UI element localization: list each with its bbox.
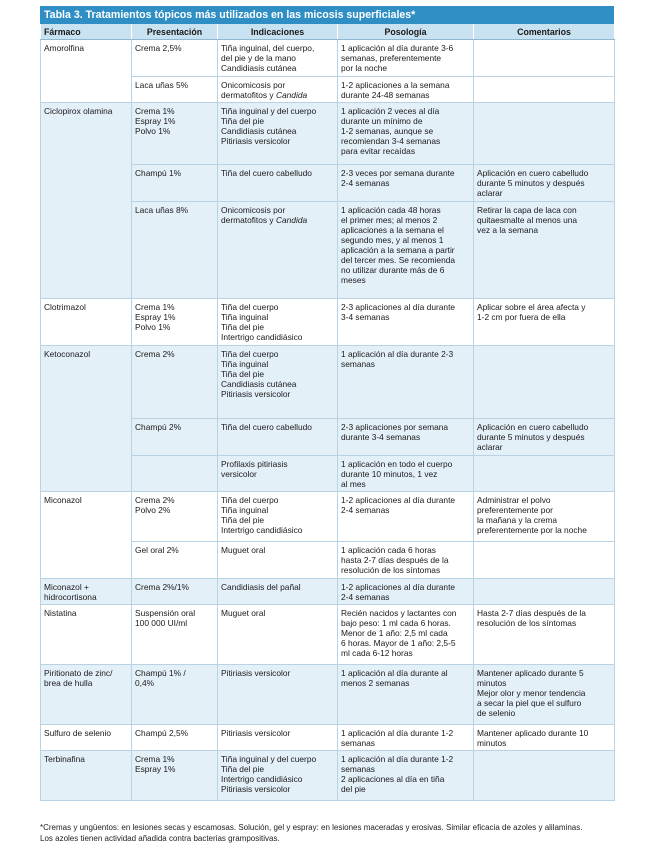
cell-drug bbox=[41, 725, 132, 751]
cell-indications bbox=[218, 605, 338, 665]
table-row bbox=[41, 346, 615, 419]
cell-line: Amorolfina bbox=[44, 43, 85, 53]
cell-presentation bbox=[132, 299, 218, 346]
cell-line: Piritionato de zinc/ bbox=[44, 668, 113, 678]
cell-drug bbox=[41, 751, 132, 801]
cell-line: durante 5 minutos y después bbox=[477, 178, 585, 188]
cell-indications bbox=[218, 40, 338, 77]
cell-line: Miconazol + bbox=[44, 582, 89, 592]
cell-line: 1-2 aplicaciones al día durante bbox=[341, 582, 456, 592]
cell-line: 3-4 semanas bbox=[341, 312, 390, 322]
cell-line: Pitiriasis versicolor bbox=[221, 668, 291, 678]
cell-line: Tiña del pie bbox=[221, 322, 264, 332]
cell-line: minutos bbox=[477, 678, 507, 688]
cell-line: Crema 2% bbox=[135, 349, 175, 359]
cell-line: Crema 2%/1% bbox=[135, 582, 189, 592]
cell-line: durante 10 minutos, 1 vez bbox=[341, 469, 438, 479]
cell-dosage bbox=[338, 77, 474, 103]
cell-line: Recién nacidos y lactantes con bbox=[341, 608, 457, 618]
cell-line: Ketoconazol bbox=[44, 349, 91, 359]
cell-comments bbox=[474, 40, 615, 77]
cell-line: Champú 1% bbox=[135, 168, 182, 178]
cell-line: aclarar bbox=[477, 188, 503, 198]
cell-presentation bbox=[132, 419, 218, 456]
cell-line: no utilizar durante más de 6 bbox=[341, 265, 445, 275]
cell-line: para evitar recaídas bbox=[341, 146, 416, 156]
cell-line: Tiña del pie bbox=[221, 764, 264, 774]
cell-presentation bbox=[132, 542, 218, 579]
cell-line: 1-2 aplicaciones a la semana bbox=[341, 80, 450, 90]
cell-dosage bbox=[338, 419, 474, 456]
cell-line: del pie bbox=[341, 784, 366, 794]
cell-comments bbox=[474, 492, 615, 542]
cell-line: Tiña del pie bbox=[221, 369, 264, 379]
cell-line: Tiña del cuerpo bbox=[221, 302, 279, 312]
cell-italic: Candida bbox=[275, 90, 308, 100]
cell-comments bbox=[474, 542, 615, 579]
cell-line: aplicación a la semana a partir bbox=[341, 245, 455, 255]
cell-line: semanas, preferentemente bbox=[341, 53, 442, 63]
cell-line: 1-2 semanas, aunque se bbox=[341, 126, 434, 136]
cell-drug bbox=[41, 103, 132, 299]
cell-comments bbox=[474, 605, 615, 665]
cell-line: bajo peso: 1 ml cada 6 horas. bbox=[341, 618, 451, 628]
cell-line: Aplicación en cuero cabelludo bbox=[477, 168, 589, 178]
cell-dosage bbox=[338, 605, 474, 665]
cell-line: Nistatina bbox=[44, 608, 77, 618]
cell-line: 1 aplicación al día durante 2-3 bbox=[341, 349, 454, 359]
cell-line: Crema 1% bbox=[135, 106, 175, 116]
cell-line: Miconazol bbox=[44, 495, 82, 505]
cell-line: al mes bbox=[341, 479, 366, 489]
table-title: Tabla 3. Tratamientos tópicos más utilizados en las micosis superficiales* bbox=[40, 6, 614, 24]
cell-line: Candidiasis cutánea bbox=[221, 379, 297, 389]
cell-line: del tercer mes. Se recomienda bbox=[341, 255, 456, 265]
cell-line: Tiña del cuerpo bbox=[221, 495, 279, 505]
cell-line: la mañana y la crema bbox=[477, 515, 558, 525]
cell-line: 1-2 cm por fuera de ella bbox=[477, 312, 566, 322]
footnote bbox=[40, 822, 620, 844]
cell-line: Candidiasis del pañal bbox=[221, 582, 301, 592]
cell-presentation bbox=[132, 725, 218, 751]
cell-indications bbox=[218, 77, 338, 103]
cell-line: 1 aplicación al día durante al bbox=[341, 668, 448, 678]
cell-line: Espray 1% bbox=[135, 312, 176, 322]
cell-dosage bbox=[338, 725, 474, 751]
cell-line: durante un mínimo de bbox=[341, 116, 423, 126]
header-comments: Comentarios bbox=[474, 24, 615, 40]
cell-line: 1 aplicación al día durante 1-2 bbox=[341, 728, 454, 738]
cell-line: Pitiriasis versicolor bbox=[221, 784, 291, 794]
cell-line: 2-3 aplicaciones por semana bbox=[341, 422, 449, 432]
cell-dosage bbox=[338, 40, 474, 77]
cell-presentation bbox=[132, 77, 218, 103]
table-row bbox=[41, 299, 615, 346]
cell-line: 1 aplicación 2 veces al día bbox=[341, 106, 440, 116]
cell-line: semanas bbox=[341, 738, 375, 748]
cell-line: Sulfuro de selenio bbox=[44, 728, 112, 738]
cell-line: Polvo 1% bbox=[135, 322, 171, 332]
cell-dosage bbox=[338, 202, 474, 299]
cell-drug bbox=[41, 492, 132, 579]
cell-line: 2-4 semanas bbox=[341, 178, 390, 188]
cell-line: Mantener aplicado durante 10 bbox=[477, 728, 589, 738]
cell-comments bbox=[474, 725, 615, 751]
cell-dosage bbox=[338, 492, 474, 542]
cell-line: dermatofitos y Candida bbox=[221, 90, 308, 100]
cell-line: Tiña del pie bbox=[221, 116, 264, 126]
cell-line: Suspensión oral bbox=[135, 608, 196, 618]
cell-dosage bbox=[338, 346, 474, 419]
cell-line: 1 aplicación al día durante 3-6 bbox=[341, 43, 454, 53]
cell-line: del pie y de la mano bbox=[221, 53, 296, 63]
table-row bbox=[41, 40, 615, 77]
cell-drug bbox=[41, 579, 132, 605]
cell-drug bbox=[41, 346, 132, 492]
cell-line: 1-2 aplicaciones al día durante bbox=[341, 495, 456, 505]
cell-line: Tiña inguinal bbox=[221, 312, 269, 322]
cell-line: Gel oral 2% bbox=[135, 545, 179, 555]
cell-line: Onicomicosis por bbox=[221, 205, 286, 215]
cell-presentation bbox=[132, 492, 218, 542]
cell-line: Muguet oral bbox=[221, 608, 266, 618]
cell-comments bbox=[474, 77, 615, 103]
cell-line: Candidiasis cutánea bbox=[221, 126, 297, 136]
cell-drug bbox=[41, 40, 132, 103]
footnote-line: *Cremas y ungüentos: en lesiones secas y escamosas. Solución, gel y espray: en lesiones maceradas y erosivas. Similar eficacia de azoles y alilaminas. bbox=[40, 823, 583, 832]
cell-line: 2 aplicaciones al día en tiña bbox=[341, 774, 445, 784]
treatments-table bbox=[40, 24, 615, 801]
cell-indications bbox=[218, 299, 338, 346]
cell-comments bbox=[474, 346, 615, 419]
cell-dosage bbox=[338, 456, 474, 492]
cell-line: Tiña inguinal y del cuerpo bbox=[221, 754, 317, 764]
table-row bbox=[41, 725, 615, 751]
cell-indications bbox=[218, 456, 338, 492]
cell-indications bbox=[218, 103, 338, 165]
cell-line: 2-3 aplicaciones al día durante bbox=[341, 302, 456, 312]
cell-line: recomiendan 3-4 semanas bbox=[341, 136, 441, 146]
cell-line: 1 aplicación cada 6 horas bbox=[341, 545, 436, 555]
cell-line: Mejor olor y menor tendencia bbox=[477, 688, 586, 698]
cell-comments bbox=[474, 419, 615, 456]
cell-line: 0,4% bbox=[135, 678, 155, 688]
cell-drug bbox=[41, 299, 132, 346]
cell-line: 2-4 semanas bbox=[341, 592, 390, 602]
cell-line: Administrar el polvo bbox=[477, 495, 551, 505]
cell-line: 100 000 UI/ml bbox=[135, 618, 188, 628]
cell-line: Aplicación en cuero cabelludo bbox=[477, 422, 589, 432]
table-row bbox=[41, 665, 615, 725]
cell-line: semanas bbox=[341, 359, 375, 369]
cell-line: Aplicar sobre el área afecta y bbox=[477, 302, 586, 312]
cell-line: durante 24-48 semanas bbox=[341, 90, 430, 100]
cell-line: Retirar la capa de laca con bbox=[477, 205, 577, 215]
cell-line: aplicaciones a la semana el bbox=[341, 225, 444, 235]
cell-line: Crema 2,5% bbox=[135, 43, 182, 53]
cell-presentation bbox=[132, 202, 218, 299]
cell-dosage bbox=[338, 751, 474, 801]
cell-indications bbox=[218, 725, 338, 751]
table-row bbox=[41, 492, 615, 542]
cell-presentation bbox=[132, 346, 218, 419]
cell-line: 1 aplicación al día durante 1-2 bbox=[341, 754, 454, 764]
header-dosage: Posología bbox=[338, 24, 474, 40]
cell-line: Tiña inguinal bbox=[221, 359, 269, 369]
cell-line: Pitiriasis versicolor bbox=[221, 136, 291, 146]
cell-presentation bbox=[132, 579, 218, 605]
cell-line: durante 3-4 semanas bbox=[341, 432, 421, 442]
cell-line: 2-4 semanas bbox=[341, 505, 390, 515]
cell-drug bbox=[41, 605, 132, 665]
cell-line: resolución de los síntomas bbox=[477, 618, 577, 628]
cell-line: preferentemente por bbox=[477, 505, 553, 515]
cell-line: Intertrigo candidiásico bbox=[221, 774, 303, 784]
table-header-row bbox=[41, 24, 615, 40]
header-indications: Indicaciones bbox=[218, 24, 338, 40]
cell-line: vez a la semana bbox=[477, 225, 538, 235]
cell-indications bbox=[218, 665, 338, 725]
cell-line: preferentemente por la noche bbox=[477, 525, 587, 535]
cell-line: semanas bbox=[341, 764, 375, 774]
cell-line: Champú 1% / bbox=[135, 668, 186, 678]
cell-presentation bbox=[132, 456, 218, 492]
cell-drug bbox=[41, 665, 132, 725]
cell-line: aclarar bbox=[477, 442, 503, 452]
cell-line: Tiña del cuerpo bbox=[221, 349, 279, 359]
header-presentation: Presentación bbox=[132, 24, 218, 40]
cell-comments bbox=[474, 579, 615, 605]
cell-line: Crema 1% bbox=[135, 754, 175, 764]
cell-line: Tiña inguinal, del cuerpo, bbox=[221, 43, 315, 53]
cell-presentation bbox=[132, 103, 218, 165]
cell-dosage bbox=[338, 103, 474, 165]
cell-comments bbox=[474, 665, 615, 725]
cell-line: Tiña inguinal y del cuerpo bbox=[221, 106, 317, 116]
cell-line: a secar la piel que el sulfuro bbox=[477, 698, 582, 708]
cell-line: el primer mes; al menos 2 bbox=[341, 215, 438, 225]
cell-line: Pitiriasis versicolor bbox=[221, 389, 291, 399]
cell-indications bbox=[218, 492, 338, 542]
table-row bbox=[41, 751, 615, 801]
cell-line: Tiña del pie bbox=[221, 515, 264, 525]
cell-comments bbox=[474, 299, 615, 346]
cell-line: hasta 2-7 días después de la bbox=[341, 555, 449, 565]
cell-line: quitaesmalte al menos una bbox=[477, 215, 578, 225]
cell-indications bbox=[218, 419, 338, 456]
cell-line: Profilaxis pitiriasis bbox=[221, 459, 288, 469]
cell-presentation bbox=[132, 40, 218, 77]
table-row bbox=[41, 605, 615, 665]
cell-line: Tiña inguinal bbox=[221, 505, 269, 515]
cell-dosage bbox=[338, 165, 474, 202]
cell-presentation bbox=[132, 665, 218, 725]
cell-line: Champú 2,5% bbox=[135, 728, 189, 738]
cell-line: 1 aplicación cada 48 horas bbox=[341, 205, 441, 215]
cell-line: 2-3 veces por semana durante bbox=[341, 168, 455, 178]
cell-line: brea de hulla bbox=[44, 678, 93, 688]
cell-comments bbox=[474, 456, 615, 492]
cell-line: durante 5 minutos y después bbox=[477, 432, 585, 442]
cell-line: Crema 2% bbox=[135, 495, 175, 505]
cell-indications bbox=[218, 165, 338, 202]
cell-dosage bbox=[338, 299, 474, 346]
cell-line: Espray 1% bbox=[135, 116, 176, 126]
cell-line: 6 horas. Mayor de 1 año: 2,5-5 bbox=[341, 638, 456, 648]
cell-line: meses bbox=[341, 275, 366, 285]
footnote-line: Los azoles tienen actividad añadida contra bacterias grampositivas. bbox=[40, 834, 280, 843]
cell-line: Laca uñas 5% bbox=[135, 80, 189, 90]
cell-dosage bbox=[338, 665, 474, 725]
cell-line: Polvo 2% bbox=[135, 505, 171, 515]
table-row bbox=[41, 103, 615, 165]
cell-line: Onicomicosis por bbox=[221, 80, 286, 90]
cell-line: Tiña del cuero cabelludo bbox=[221, 422, 312, 432]
cell-line: Hasta 2-7 días después de la bbox=[477, 608, 586, 618]
header-drug: Fármaco bbox=[41, 24, 132, 40]
cell-line: Candidiasis cutánea bbox=[221, 63, 297, 73]
cell-indications bbox=[218, 751, 338, 801]
cell-line: ml cada 6-12 horas bbox=[341, 648, 413, 658]
table-body bbox=[41, 40, 615, 801]
cell-line: Intertrigo candidiásico bbox=[221, 332, 303, 342]
cell-line: Pitiriasis versicolor bbox=[221, 728, 291, 738]
cell-line: Ciclopirox olamina bbox=[44, 106, 113, 116]
cell-presentation bbox=[132, 605, 218, 665]
cell-indications bbox=[218, 579, 338, 605]
cell-indications bbox=[218, 202, 338, 299]
cell-line: segundo mes, y al menos 1 bbox=[341, 235, 444, 245]
cell-line: Clotrimazol bbox=[44, 302, 86, 312]
cell-indications bbox=[218, 542, 338, 579]
cell-dosage bbox=[338, 542, 474, 579]
cell-line: Terbinafina bbox=[44, 754, 85, 764]
cell-dosage bbox=[338, 579, 474, 605]
cell-line: de selenio bbox=[477, 708, 516, 718]
cell-line: hidrocortisona bbox=[44, 592, 97, 602]
cell-line: Champú 2% bbox=[135, 422, 182, 432]
table-row bbox=[41, 579, 615, 605]
cell-line: resolución de los síntomas bbox=[341, 565, 441, 575]
cell-line: Crema 1% bbox=[135, 302, 175, 312]
cell-italic: Candida bbox=[275, 215, 308, 225]
cell-line: Mantener aplicado durante 5 bbox=[477, 668, 584, 678]
cell-comments bbox=[474, 103, 615, 165]
cell-line: dermatofitos y Candida bbox=[221, 215, 308, 225]
cell-line: Menor de 1 año: 2,5 ml cada bbox=[341, 628, 448, 638]
cell-presentation bbox=[132, 751, 218, 801]
cell-presentation bbox=[132, 165, 218, 202]
cell-line: 1 aplicación en todo el cuerpo bbox=[341, 459, 453, 469]
cell-line: Tiña del cuero cabelludo bbox=[221, 168, 312, 178]
cell-line: Intertrigo candidiásico bbox=[221, 525, 303, 535]
cell-line: Polvo 1% bbox=[135, 126, 171, 136]
cell-line: Muguet oral bbox=[221, 545, 266, 555]
cell-comments bbox=[474, 202, 615, 299]
cell-comments bbox=[474, 751, 615, 801]
cell-line: Laca uñas 8% bbox=[135, 205, 189, 215]
cell-indications bbox=[218, 346, 338, 419]
cell-comments bbox=[474, 165, 615, 202]
cell-line: minutos bbox=[477, 738, 507, 748]
cell-line: menos 2 semanas bbox=[341, 678, 410, 688]
cell-line: por la noche bbox=[341, 63, 388, 73]
cell-line: Espray 1% bbox=[135, 764, 176, 774]
cell-line: versicolor bbox=[221, 469, 257, 479]
